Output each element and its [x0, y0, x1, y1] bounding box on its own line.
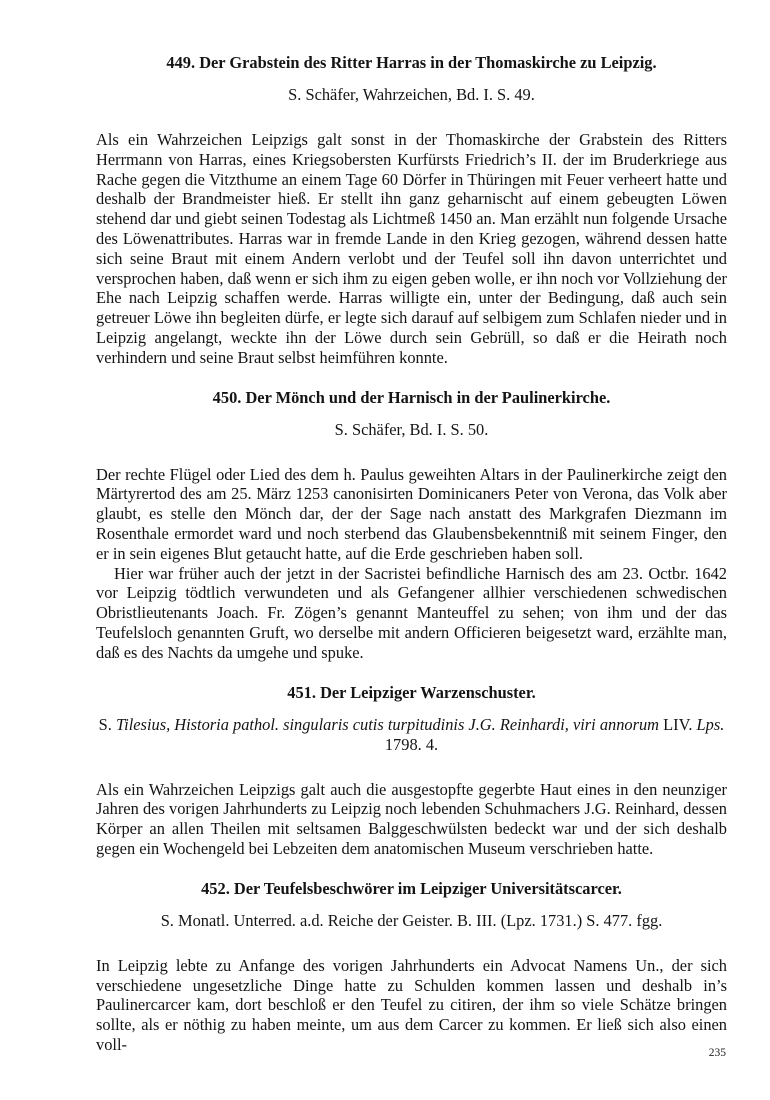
source-mid: LIV. — [659, 714, 697, 734]
section-451 — [96, 682, 727, 859]
source-suffix: 1798. 4. — [384, 734, 439, 754]
section-title: 450. Der Mönch und der Harnisch in der Paulinerkirche. — [212, 387, 611, 407]
section-paragraph: Der rechte Flügel oder Lied des dem h. Paulus geweihten Altars in der Paulinerkirche zeigt den Märtyrertod des am 25. März 1253 canonisirten Dominicaners Peter von Verona, das Volk aber glaubt, es stelle den Mönch dar, der der Sage nach anstatt des Markgrafen Diezmann im Rosenthale ermordet ward und noch sterbend das Glaubensbekenntniß mit seinem Finger, den er in sein eigenes Blut getaucht hatte, auf die Erde geschrieben haben soll. — [96, 464, 727, 563]
section-title: 452. Der Teufelsbeschwörer im Leipziger Universitätscarcer. — [201, 878, 622, 898]
source-prefix: S. — [98, 714, 116, 734]
page-number: 235 — [708, 1047, 726, 1059]
section-paragraph: Als ein Wahrzeichen Leipzigs galt auch die ausgestopfte gegerbte Haut eines in den neunziger Jahren des vorigen Jahrhunderts zu Leipzig noch lebenden Schuhmachers J.G. Reinhard, dessen Körper an allen Theilen mit seltsamen Balggeschwülsten bedeckt war und der sich deshalb gegen ein Wochengeld bei Lebzeiten dem anatomischen Museum verschrieben hatte. — [96, 779, 727, 858]
section-title: 449. Der Grabstein des Ritter Harras in der Thomaskirche zu Leipzig. — [166, 53, 657, 72]
section-450 — [96, 387, 727, 663]
section-paragraph: Hier war früher auch der jetzt in der Sacristei befindliche Harnisch des am 23. Octbr. 1642 vor Leipzig tödtlich verwundeten und als Gefangener allhier verschiedenen schwedischen Obristlieutenants Joach. Fr. Zögen’s genannt Manteuffel zu sehen; von ihm und der das Teufelsloch genannten Gruft, wo derselbe mit andern Officieren beigesetzt ward, erzählte man, daß es des Nachts da umgehe und spuke. — [96, 563, 727, 662]
section-source: S. Monatl. Unterred. a.d. Reiche der Geister. B. III. (Lpz. 1731.) S. 477. fgg. — [160, 910, 663, 930]
section-source: S. Schäfer, Wahrzeichen, Bd. I. S. 49. — [288, 85, 535, 104]
source-italic-place: Lps. — [696, 714, 725, 734]
section-title: 451. Der Leipziger Warzenschuster. — [287, 682, 536, 702]
page-content — [96, 52, 727, 1055]
section-source — [96, 715, 727, 755]
section-paragraph: Als ein Wahrzeichen Leipzigs galt sonst in der Thomaskirche der Grabstein des Ritters Herrmann von Harras, eines Kriegsobersten Kurfürsts Friedrich’s II. der im Bruderkriege aus Rache gegen die Vitzthume an einem Tage 60 Dörfer in Thüringen mit Feuer verheert hatte und deshalb der Brandmeister hieß. Er stellt ihn ganz geharnischt auf einem gebeugten Löwen stehend dar und giebt seinen Todestag als Lichtmeß 1450 an. Man erzählt nun folgende Ursache des Löwenattributes. Harras war in fremde Lande in den Krieg gezogen, während dessen hatte sich seine Braut mit einem Andern verlobt und der Teufel soll ihn davon unterrichtet und versprochen haben, daß wenn er sich ihm zu eigen geben wolle, er ihn noch vor Vollziehung der Ehe nach Leipzig schaffen werde. Harras willigte ein, unter der Bedingung, daß auch sein getreuer Löwe ihn begleiten dürfe, er legte sich darauf auf selbigem zum Schlafen nieder und in Leipzig angelangt, weckte ihn der Löwe durch sein Gebrüll, so daß er die Heirath noch verhindern und seine Braut selbst heimführen konnte. — [96, 130, 727, 367]
section-source: S. Schäfer, Bd. I. S. 50. — [334, 419, 489, 439]
source-italic-title: Tilesius, Historia pathol. singularis cutis turpitudinis J.G. Reinhardi, viri annorum — [115, 714, 660, 734]
section-449 — [96, 52, 727, 368]
section-452 — [96, 878, 727, 1055]
section-paragraph: In Leipzig lebte zu Anfange des vorigen Jahrhunderts ein Advocat Namens Un., der sich verschiedene ungesetzliche Dinge hatte zu Schulden kommen lassen und deshalb in’s Paulinercarcer kam, dort beschloß er den Teufel zu citiren, der ihm so viele Schätze bringen sollte, als er nöthig zu haben meinte, um aus dem Carcer zu kommen. Er ließ sich also einen voll- — [96, 955, 727, 1054]
